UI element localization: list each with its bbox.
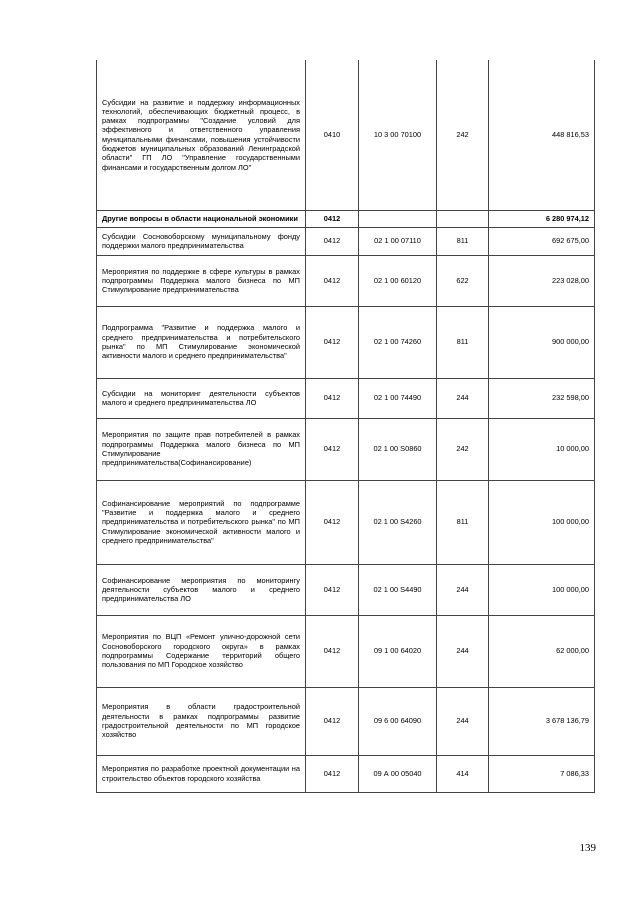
row-target: 09 1 00 64020 [359,615,437,687]
row-type: 811 [437,480,489,564]
row-target: 02 1 00 S0860 [359,418,437,480]
row-type: 811 [437,227,489,255]
row-name: Мероприятия в области градостроительной деятельности в рамках подпрограммы развитие градостроительной деятельности по МП городское хозяйство [97,687,306,755]
row-target: 02 1 00 S4260 [359,480,437,564]
table-row [97,255,595,306]
row-amount: 448 816,53 [489,60,595,210]
row-target: 02 1 00 74490 [359,378,437,418]
row-section: 0412 [306,227,359,255]
table-row [97,210,595,227]
row-amount: 100 000,00 [489,480,595,564]
row-name: Другие вопросы в области национальной экономики [97,210,306,227]
row-section: 0412 [306,255,359,306]
row-target: 10 3 00 70100 [359,60,437,210]
table-row [97,615,595,687]
table-row [97,306,595,378]
row-type [437,210,489,227]
row-type: 242 [437,60,489,210]
row-name: Мероприятия по ВЦП «Ремонт улично-дорожной сети Сосновоборского городского округа» в рамках подпрограммы Содержание территорий общего пользования по МП Городское хозяйство [97,615,306,687]
row-name: Субсидии на мониторинг деятельности субъектов малого и среднего предпринимательства ЛО [97,378,306,418]
row-target [359,210,437,227]
table-row [97,378,595,418]
row-target: 02 1 00 S4490 [359,564,437,615]
row-amount: 3 678 136,79 [489,687,595,755]
table-row [97,418,595,480]
row-section: 0412 [306,480,359,564]
row-section: 0412 [306,755,359,792]
row-type: 244 [437,615,489,687]
row-amount: 232 598,00 [489,378,595,418]
row-name: Мероприятия по защите прав потребителей в рамках подпрограммы Поддержка малого бизнеса по МП Стимулирование предпринимательства(Софинансирование) [97,418,306,480]
row-name: Подпрограмма "Развитие и поддержка малого и среднего предпринимательства и потребительского рынка" по МП Стимулирование экономической активности малого и среднего предпринимательства" [97,306,306,378]
row-section: 0412 [306,687,359,755]
row-type: 244 [437,378,489,418]
row-amount: 692 675,00 [489,227,595,255]
row-type: 811 [437,306,489,378]
table-row [97,687,595,755]
row-amount: 223 028,00 [489,255,595,306]
row-amount: 7 086,33 [489,755,595,792]
row-name: Мероприятия по разработке проектной документации на строительство объектов городского хозяйства [97,755,306,792]
row-amount: 10 000,00 [489,418,595,480]
budget-table [96,60,595,793]
row-section: 0412 [306,564,359,615]
row-section: 0412 [306,615,359,687]
row-target: 02 1 00 60120 [359,255,437,306]
row-target: 02 1 00 07110 [359,227,437,255]
row-name: Мероприятия по поддержке в сфере культуры в рамках подпрограммы Поддержка малого бизнеса по МП Стимулирование предпринимательства [97,255,306,306]
row-name: Субсидии на развитие и поддержку информационных технологий, обеспечивающих бюджетный процесс, в рамках подпрограммы "Создание условий для эффективного и ответственного управления муниципальными финансами, повышения устойчивости бюджетов муниципальных образований Ленинградской области" ГП ЛО "Управление государственными финансами и государственным долгом ЛО" [97,60,306,210]
row-amount: 62 000,00 [489,615,595,687]
table-row [97,564,595,615]
row-target: 09 А 00 05040 [359,755,437,792]
table-row [97,755,595,792]
row-section: 0412 [306,306,359,378]
table-row [97,227,595,255]
row-amount: 6 280 974,12 [489,210,595,227]
row-type: 244 [437,564,489,615]
row-section: 0412 [306,210,359,227]
row-type: 244 [437,687,489,755]
row-amount: 900 000,00 [489,306,595,378]
row-name: Субсидии Сосновоборскому муниципальному фонду поддержки малого предпринимательства [97,227,306,255]
row-type: 242 [437,418,489,480]
row-section: 0412 [306,378,359,418]
row-target: 09 6 00 64090 [359,687,437,755]
table-row [97,60,595,210]
row-type: 414 [437,755,489,792]
row-amount: 100 000,00 [489,564,595,615]
row-section: 0410 [306,60,359,210]
row-name: Софинансирование мероприятий по подпрограмме "Развитие и поддержка малого и среднего предпринимательства и потребительского рынка" по МП Стимулирование экономической активности малого и среднего предпринимательства" [97,480,306,564]
row-type: 622 [437,255,489,306]
table-row [97,480,595,564]
page-number: 139 [579,842,596,854]
row-section: 0412 [306,418,359,480]
row-target: 02 1 00 74260 [359,306,437,378]
row-name: Софинансирование мероприятия по мониторингу деятельности субъектов малого и среднего предпринимательства ЛО [97,564,306,615]
